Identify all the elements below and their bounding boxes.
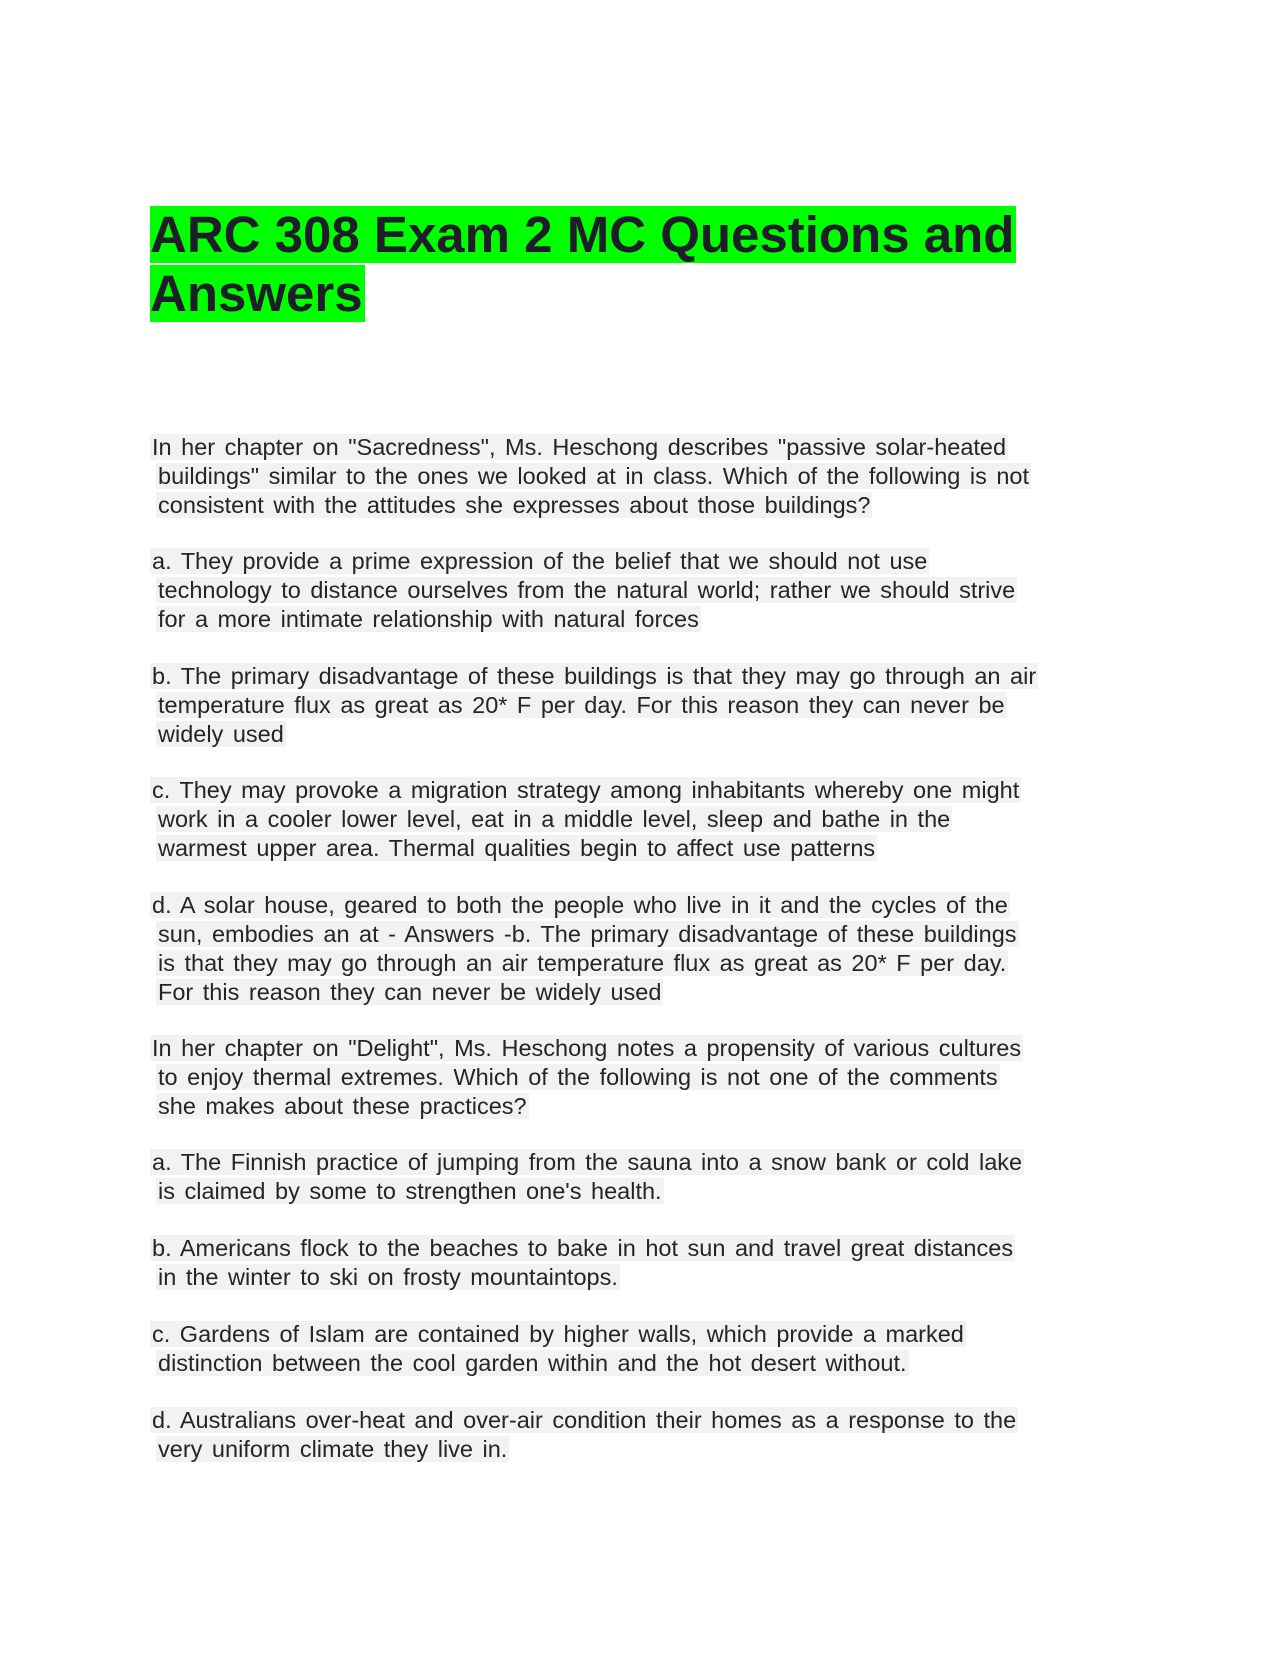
text-line: b. Americans flock to the beaches to bake in hot sun and travel great distances bbox=[152, 1235, 1014, 1261]
text-line: a. They provide a prime expression of the belief that we should not use bbox=[152, 548, 928, 574]
text-line: technology to distance ourselves from the natural world; rather we should strive bbox=[158, 577, 1016, 603]
text-line: is claimed by some to strengthen one's health. bbox=[158, 1178, 662, 1204]
text-line: to enjoy thermal extremes. Which of the following is not one of the comments bbox=[158, 1064, 998, 1090]
text-line: For this reason they can never be widely used bbox=[158, 979, 662, 1005]
text-line: b. The primary disadvantage of these buildings is that they may go through an air bbox=[152, 663, 1037, 689]
question-2-option-c bbox=[150, 1320, 966, 1378]
text-line: sun, embodies an at - Answers -b. The primary disadvantage of these buildings bbox=[158, 921, 1017, 947]
document-title bbox=[150, 205, 1016, 323]
question-2-option-b bbox=[150, 1234, 1015, 1292]
text-line: d. Australians over-heat and over-air condition their homes as a response to the bbox=[152, 1407, 1017, 1433]
question-2-option-d bbox=[150, 1406, 1018, 1464]
text-line: In her chapter on "Sacredness", Ms. Heschong describes "passive solar-heated bbox=[152, 434, 1007, 460]
text-line: work in a cooler lower level, eat in a middle level, sleep and bathe in the bbox=[158, 806, 951, 832]
text-line: d. A solar house, geared to both the people who live in it and the cycles of the bbox=[152, 892, 1008, 918]
question-1-stem bbox=[150, 433, 1031, 520]
text-line: warmest upper area. Thermal qualities begin to affect use patterns bbox=[158, 835, 876, 861]
question-1-option-c bbox=[150, 776, 1021, 863]
title-line-2: Answers bbox=[150, 265, 363, 322]
text-line: In her chapter on "Delight", Ms. Heschong notes a propensity of various cultures bbox=[152, 1035, 1022, 1061]
text-line: temperature flux as great as 20* F per day. For this reason they can never be bbox=[158, 692, 1005, 718]
text-line: a. The Finnish practice of jumping from the sauna into a snow bank or cold lake bbox=[152, 1149, 1023, 1175]
question-2-stem bbox=[150, 1034, 1023, 1121]
text-line: she makes about these practices? bbox=[158, 1093, 527, 1119]
text-line: is that they may go through an air temperature flux as great as 20* F per day. bbox=[158, 950, 1007, 976]
text-line: for a more intimate relationship with natural forces bbox=[158, 606, 699, 632]
question-1-option-a bbox=[150, 547, 1017, 634]
text-line: consistent with the attitudes she expresses about those buildings? bbox=[158, 492, 871, 518]
question-1-option-d-answer bbox=[150, 891, 1019, 1007]
text-line: very uniform climate they live in. bbox=[158, 1436, 508, 1462]
text-line: c. They may provoke a migration strategy among inhabitants whereby one might bbox=[152, 777, 1020, 803]
question-1-option-b bbox=[150, 662, 1038, 749]
title-line-1: ARC 308 Exam 2 MC Questions and bbox=[150, 206, 1015, 263]
text-line: in the winter to ski on frosty mountaintops. bbox=[158, 1264, 618, 1290]
text-line: buildings" similar to the ones we looked at in class. Which of the following is not bbox=[158, 463, 1030, 489]
question-2-option-a bbox=[150, 1148, 1024, 1206]
text-line: widely used bbox=[158, 721, 284, 747]
text-line: distinction between the cool garden within and the hot desert without. bbox=[158, 1350, 907, 1376]
text-line: c. Gardens of Islam are contained by higher walls, which provide a marked bbox=[152, 1321, 964, 1347]
